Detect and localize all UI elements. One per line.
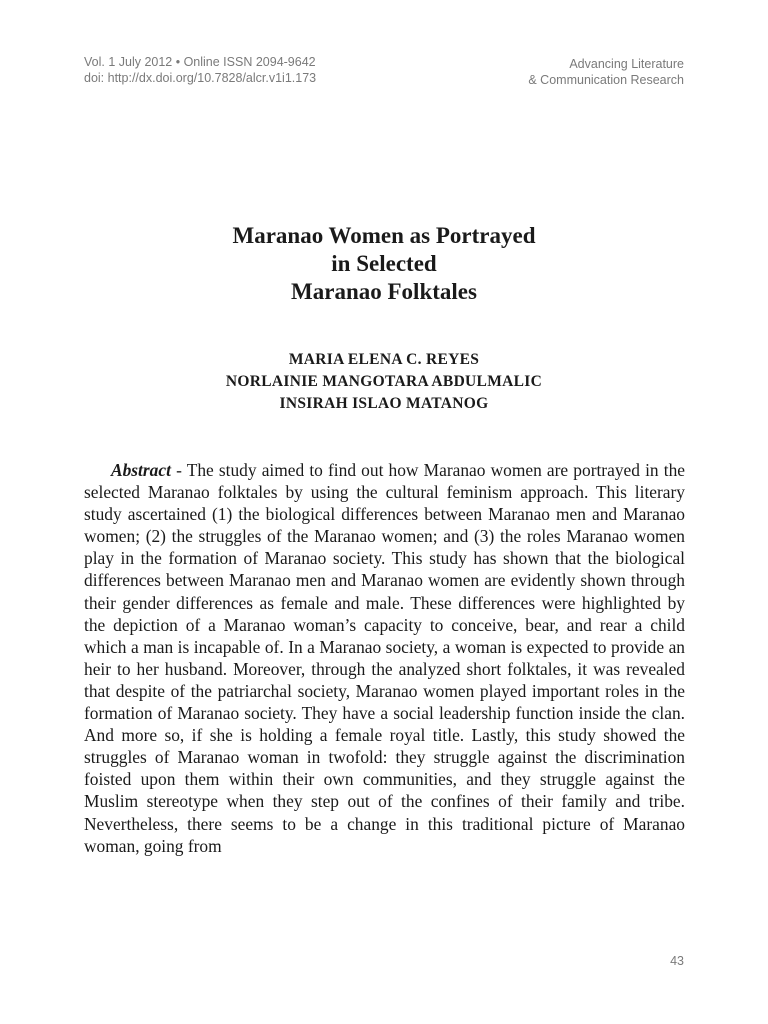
volume-issn-line: Vol. 1 July 2012 • Online ISSN 2094-9642	[84, 55, 316, 69]
author-list	[84, 349, 684, 415]
abstract-text: - The study aimed to find out how Maranao women are portrayed in the selected Maranao folktales by using the cultural feminism approach. This literary study ascertained (1) the biological differences between Maranao men and Maranao women; (2) the struggles of the Maranao women; and (3) the roles Maranao women play in the formation of Maranao society. This study has shown that the biological differences between Maranao men and Maranao women are evidently shown through their gender differences as female and male. These differences were highlighted by the depiction of a Maranao woman’s capacity to conceive, bear, and rear a child which a man is incapable of. In a Maranao society, a woman is expected to provide an heir to her husband. Moreover, through the analyzed short folktales, it was revealed that despite of the patriarchal society, Maranao women played important roles in the formation of Maranao society. They have a social leadership function inside the clan. And more so, if she is holding a female royal title. Lastly, this study showed the struggles of Maranao woman in twofold: they struggle against the discrimination foisted upon them within their own communities, and they struggle against the Muslim stereotype when they step out of the confines of their family and tribe. Nevertheless, there seems to be a change in this traditional picture of Maranao woman, going from	[84, 460, 685, 856]
title-line-1: Maranao Women as Portrayed	[232, 223, 536, 248]
journal-name-line1: Advancing Literature	[569, 57, 684, 71]
abstract-label: Abstract	[111, 460, 171, 480]
author-name: INSIRAH ISLAO MATANOG	[279, 395, 489, 412]
article-title	[84, 222, 684, 306]
publication-info	[84, 54, 316, 86]
title-line-3: Maranao Folktales	[291, 279, 477, 304]
title-line-2: in Selected	[331, 251, 437, 276]
doi-line: doi: http://dx.doi.org/10.7828/alcr.v1i1.173	[84, 71, 317, 85]
journal-name-line2: & Communication Research	[528, 73, 684, 87]
author-name: MARIA ELENA C. REYES	[288, 351, 480, 368]
abstract-paragraph	[84, 459, 685, 857]
journal-name	[528, 56, 684, 88]
page-number: 43	[670, 954, 684, 968]
author-name: NORLAINIE MANGOTARA ABDULMALIC	[225, 373, 543, 390]
page-header	[84, 54, 684, 90]
